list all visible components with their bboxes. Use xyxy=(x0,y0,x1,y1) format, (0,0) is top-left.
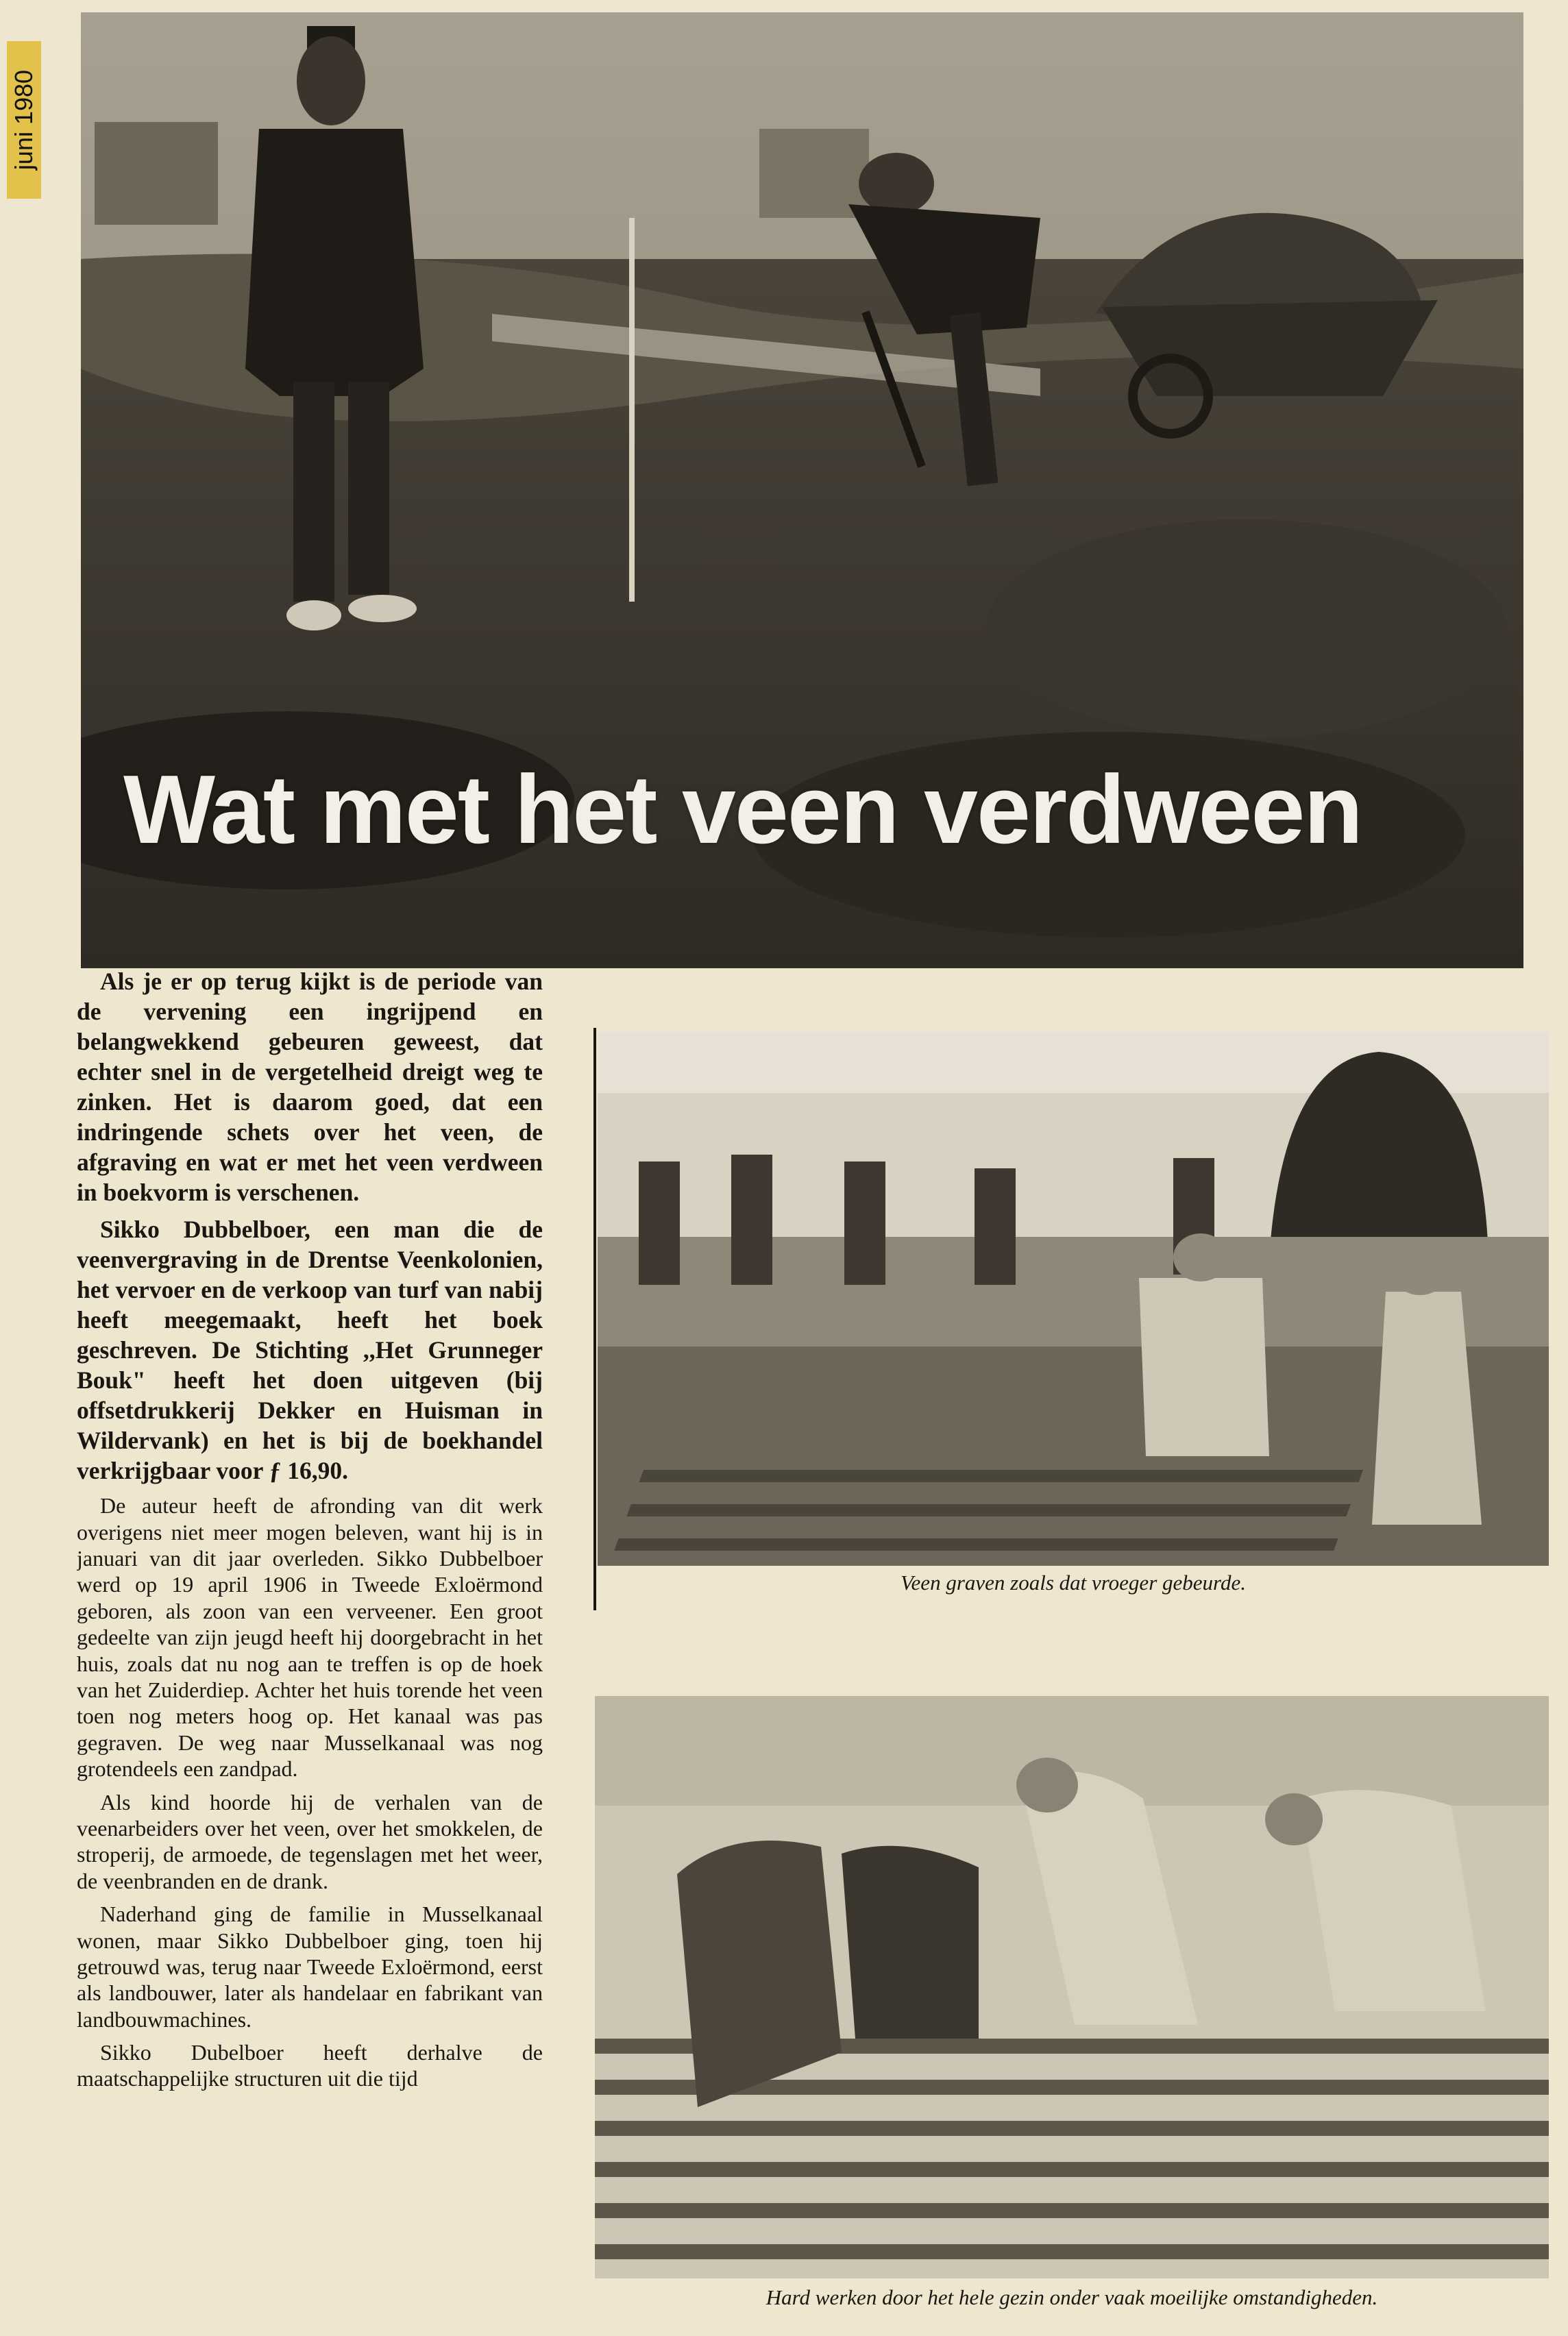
body-paragraph: Als kind hoorde hij de verhalen van de veenarbeiders over het veen, over het smokkelen, de stroperij, de armoede, de tegenslagen met het weer, de veenbranden en de drank. xyxy=(77,1789,543,1893)
family-work-photo-image xyxy=(595,1696,1549,2278)
peat-digging-photo-image xyxy=(598,1031,1549,1566)
family-work-photo xyxy=(595,1696,1549,2278)
date-tag xyxy=(7,41,41,199)
photo-2-caption: Veen graven zoals dat vroeger gebeurde. xyxy=(901,1571,1246,1595)
article-lead xyxy=(77,966,543,1486)
date-tag-label: juni 1980 xyxy=(10,69,38,171)
body-paragraph: De auteur heeft de afronding van dit werk overigens niet meer mogen beleven, want hij is in januari van dit jaar overleden. Sikko Dubbelboer werd op 19 april 1906 in Tweede Exloërmond geboren, als zoon van een verveener. Een groot gedeelte van zijn jeugd heeft hij doorgebracht in het huis, zoals dat nu nog aan te treffen is op de hoek van het Zuiderdiep. Achter het huis torende het veen toen nog meters hoog op. Het kanaal was pas gegraven. De weg naar Musselkanaal was nog grotendeels een zandpad. xyxy=(77,1493,543,1782)
lead-paragraph-2: Sikko Dubbelboer, een man die de veenvergraving in de Drentse Veenkolonien, het vervoer en de verkoop van turf van nabij heeft meegemaakt, heeft het boek geschreven. De Stichting ,,Het Grunneger Bouk" heeft het doen uitgeven (bij offsetdrukkerij Dekker en Huisman in Wildervank) en het is bij de boekhandel verkrijgbaar voor ƒ 16,90. xyxy=(77,1216,543,1485)
photo-3-caption: Hard werken door het hele gezin onder vaak moeilijke omstandigheden. xyxy=(765,2285,1378,2309)
peat-digging-photo xyxy=(598,1031,1549,1566)
article-column xyxy=(77,966,543,2333)
body-paragraph: Naderhand ging de familie in Musselkanaal wonen, maar Sikko Dubbelboer ging, toen hij getrouwd was, terug naar Tweede Exloërmond, eerst als landbouwer, later als handelaar en fabrikant van landbouwmachines. xyxy=(77,1902,543,2032)
body-paragraph: Sikko Dubelboer heeft derhalve de maatschappelijke structuren uit die tijd xyxy=(77,2040,543,2091)
article-body xyxy=(77,1492,543,2092)
lead-paragraph: Als je er op terug kijkt is de periode van de vervening een ingrijpend en belangwekkend gebeuren geweest, dat echter snel in de vergetelheid dreigt weg te zinken. Het is daarom goed, dat een indringende schets over het veen, de afgraving en wat er met het veen verdween in boekvorm is verschenen. xyxy=(77,968,543,1207)
headline: Wat met het veen verdween xyxy=(123,755,1362,864)
photo-border xyxy=(593,1028,596,1610)
